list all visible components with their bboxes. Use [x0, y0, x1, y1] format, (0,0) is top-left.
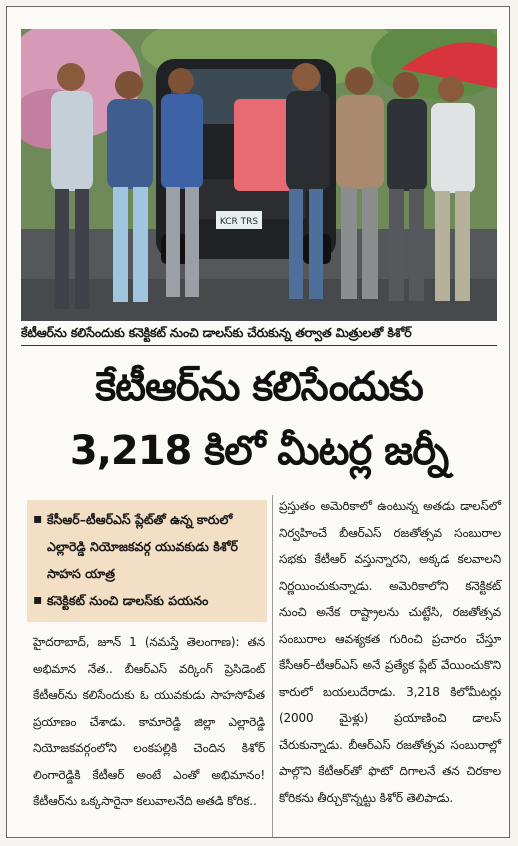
highlight-item	[33, 506, 261, 587]
headline-line-2: 3,218 కిలో మీటర్ల జర్నీ	[69, 428, 449, 474]
highlight-text: కనెక్టికట్ నుంచి డాలస్‌కు పయనం	[47, 593, 209, 608]
article-body-right: ప్రస్తుతం అమెరికాలో ఉంటున్న అతడు డాలస్‌లో నిర్వహించే బీఆర్ఎస్ రజతోత్సవ సంబురాల సభకు కేటీఆర్ వస్తున్నారని, అక్కడ కలవాలని నిర్ణయించుకున్నాడు. అమెరికాలోని కనెక్టికట్ నుంచి అనేక రాష్ట్రాలను చుట్టేసి, రజతోత్సవ సంబురాల ఆవశ్యకత గురించి ప్రచారం చేస్తూ కేసీఆర్–టీఆర్ఎస్ అనే ప్రత్యేక ప్లేట్ వేయించుకొని కారులో బయలుదేరాడు. 3,218 కిలోమీటర్లు (2000 మైళ్లు) ప్రయాణించి డాలస్ చేరుకున్నాడు. బీఆర్ఎస్ రజతోత్సవ సంబురాల్లో పాల్గొని కేటీఆర్‌తో ఫొటో దిగాలనే తన చిరకాల కోరికను తీర్చుకొన్నట్టు కిశోర్ తెలిపాడు.	[279, 499, 501, 805]
news-photo	[21, 29, 497, 321]
photo-illustration	[21, 29, 497, 321]
newspaper-clipping	[6, 6, 510, 838]
column-divider	[272, 495, 273, 837]
headline-line-1: కేటీఆర్‌ను కలిసేందుకు	[95, 364, 423, 410]
article-body-left: హైదరాబాద్, జూన్ 1 (నమస్తే తెలంగాణ): తన అభిమాన నేత.. బీఆర్ఎస్ వర్కింగ్ ప్రెసిడెంట్ కేటీఆర్‌ను కలిసేందుకు ఓ యువకుడు సాహసోపేత ప్రయాణం చేశాడు. కామారెడ్డి జిల్లా ఎల్లారెడ్డి నియోజకవర్గంలోని లంకపల్లికి చెందిన కిశోర్ లింగారెడ్డికి కేటీఆర్ అంటే ఎంతో అభిమానం! కేటీఆర్‌ను ఒక్కసారైనా కలువాలనేది అతడి కోరిక..	[33, 635, 265, 808]
photo-caption: కేటీఆర్‌ను కలిసేందుకు కనెక్టికట్ నుంచి డాలస్‌కు చేరుకున్న తర్వాత మిత్రులతో కిశోర్	[21, 321, 497, 346]
highlight-item	[33, 587, 261, 614]
svg-text:KCR TRS: KCR TRS	[219, 217, 259, 227]
highlight-text: కేసీఆర్–టీఆర్ఎస్ ప్లేట్‌తో ఉన్న కారులో ఎల్లారెడ్డి నియోజకవర్గ యువకుడు కిశోర్ సాహస యాత్ర	[47, 512, 238, 581]
highlight-box	[27, 500, 267, 622]
headline	[21, 355, 497, 483]
bullet-icon: ▪	[33, 511, 43, 527]
bullet-icon: ▪	[33, 592, 43, 608]
